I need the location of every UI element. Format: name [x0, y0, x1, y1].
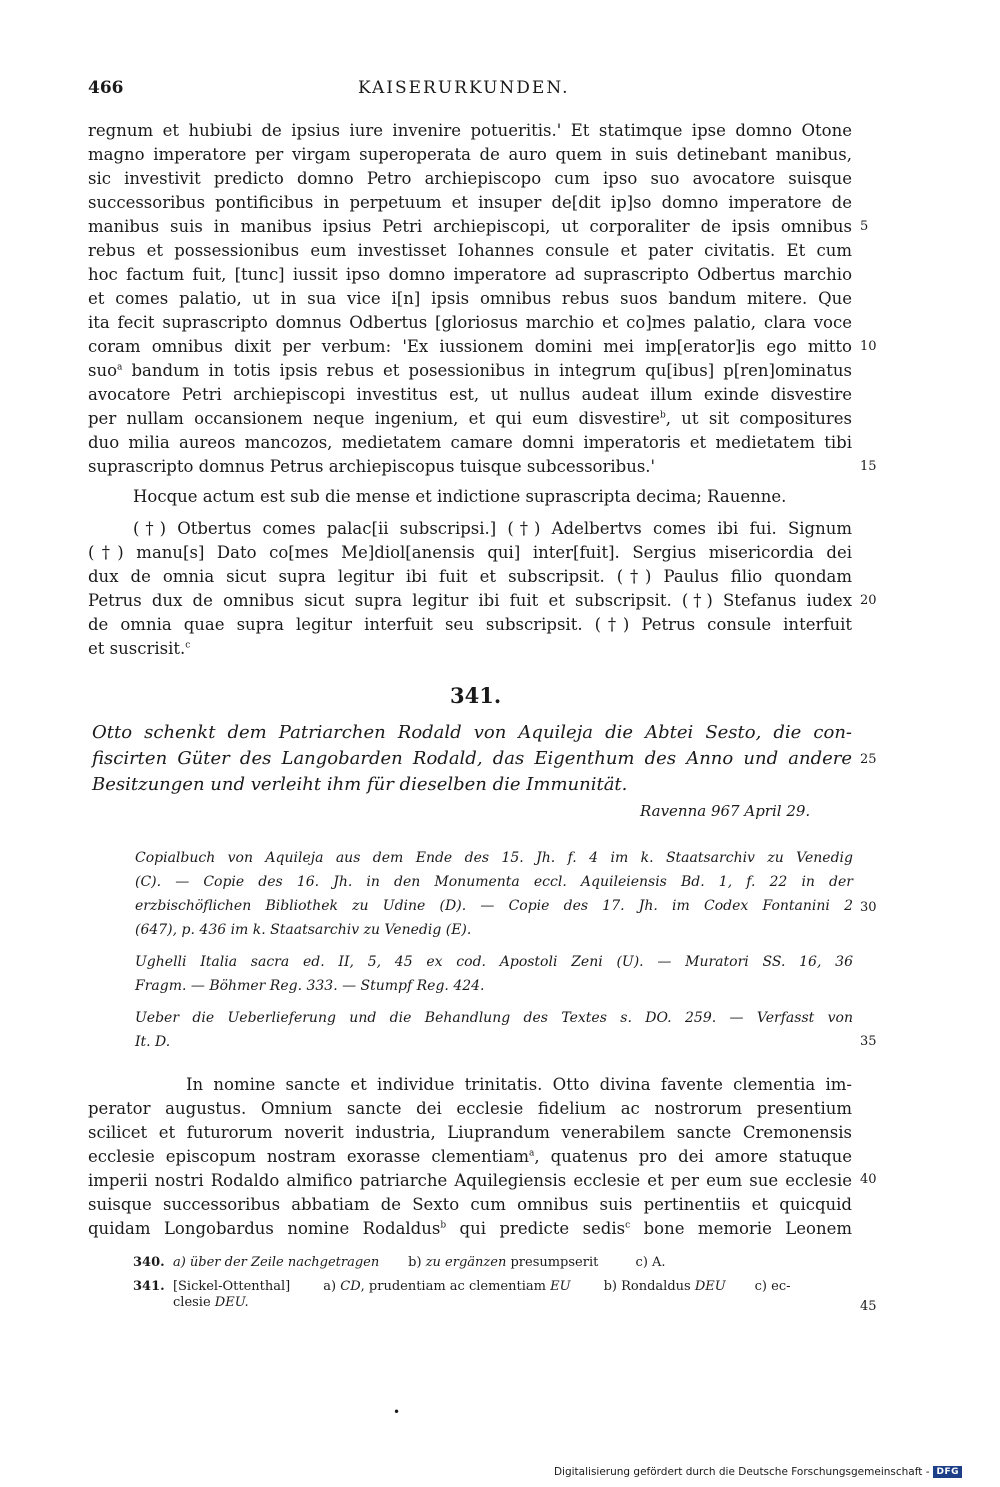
text-line: manibus suis in manibus ipsius Petri archiepiscopi, ut corporaliter de ipsis omnibus — [88, 217, 852, 236]
running-title: KAISERURKUNDEN. — [358, 78, 570, 98]
line-suffix: , ut sit compositures — [665, 409, 852, 428]
footnote-340 — [133, 1254, 666, 1272]
footnote-b-italic: DEU — [694, 1279, 726, 1294]
text-line — [88, 359, 852, 383]
line-mid: qui predicte sedis — [446, 1219, 626, 1238]
rubric-line: Besitzungen und verleiht ihm für dieselben die Immunität. — [92, 774, 628, 795]
text-line: scilicet et futurorum noverit industria, Liuprandum venerabilem sancte Cremonensis — [88, 1123, 852, 1142]
page-number: 466 — [88, 78, 124, 98]
margin-number: 20 — [860, 593, 877, 608]
signature-line: de omnia quae supra legitur interfuit seu subscripsit. (†) Petrus consule interfuit — [88, 615, 852, 634]
footnote-c-pre: c) ec- — [754, 1279, 791, 1294]
text-line: regnum et hubiubi de ipsius iure invenire potueritis.' Et statimque ipse domno Otone — [88, 121, 852, 140]
footnote-number: 340. — [133, 1255, 165, 1270]
footnote-marker: a — [117, 362, 123, 373]
text-line: suisque successoribus abbatiam de Sexto cum omnibus suis pertinentiis et quicquid — [88, 1195, 852, 1214]
footnote-a-italic: CD — [340, 1279, 361, 1294]
footer — [554, 1466, 962, 1478]
source-line: (647), p. 436 im k. Staatsarchiv zu Venedig (E). — [135, 922, 472, 938]
text-line: magno imperatore per virgam superoperata de auro quem in suis detinebant manibus, — [88, 145, 852, 164]
margin-number: 30 — [860, 900, 877, 915]
document-number: 341. — [450, 683, 502, 708]
signature-line: Petrus dux de omnibus sicut supra legitur ibi fuit et subscripsit. (†) Stefanus iudex — [88, 591, 852, 610]
footnote-a-italic2: EU — [550, 1279, 571, 1294]
footnote-marker: a — [529, 1148, 535, 1159]
footnote-a: a) über der Zeile nachgetragen — [172, 1255, 380, 1270]
footnote-b-post: presumpserit — [506, 1255, 599, 1270]
footnote-c2-italic: DEU. — [214, 1295, 249, 1310]
remark-line: Ueber die Ueberlieferung und die Behandlung des Textes s. DO. 259. — Verfasst von — [135, 1010, 853, 1026]
text-line: ita fecit suprascripto domnus Odbertus [gloriosus marchio et co]mes palatio, clara voce — [88, 313, 852, 332]
source-line: (C). — Copie des 16. Jh. in den Monumenta eccl. Aquileiensis Bd. 1, f. 22 in der — [135, 874, 853, 890]
rubric-line: Otto schenkt dem Patriarchen Rodald von Aquileja die Abtei Sesto, die con- — [92, 722, 852, 743]
source-line: Copialbuch von Aquileja aus dem Ende des 15. Jh. f. 4 im k. Staatsarchiv zu Venedig — [135, 850, 853, 866]
ornament-dot: • — [393, 1405, 401, 1419]
footnote-c: c) A. — [635, 1255, 666, 1270]
line-suffix: , quatenus pro dei amore statuque — [534, 1147, 852, 1166]
margin-number: 40 — [860, 1172, 877, 1187]
dfg-logo-icon: DFG — [933, 1466, 962, 1478]
footnote-number: 341. — [133, 1279, 165, 1294]
footnote-marker: b — [440, 1220, 447, 1231]
margin-number: 5 — [860, 219, 869, 234]
margin-number: 45 — [860, 1299, 877, 1314]
text-line: perator augustus. Omnium sancte dei ecclesie fidelium ac nostrorum presentium — [88, 1099, 852, 1118]
line-body: quidam Longobardus nomine Rodaldus — [88, 1219, 441, 1238]
text-line: avocatore Petri archiepiscopi investitus est, ut nullus audeat illum exinde disvestire — [88, 385, 852, 404]
footnote-b-pre: b) Rondaldus — [603, 1279, 695, 1294]
text-line: hoc factum fuit, [tunc] iussit ipso domno imperatore ad suprascripto Odbertus marchio — [88, 265, 852, 284]
text-line — [88, 1145, 852, 1169]
edition-line: Fragm. — Böhmer Reg. 333. — Stumpf Reg. 424. — [135, 978, 485, 994]
text-line: et comes palatio, ut in sua vice i[n] ipsis omnibus rebus suos bandum mitere. Que — [88, 289, 852, 308]
text-line: imperii nostri Rodaldo almifico patriarche Aquilegiensis ecclesie et per eum sue ecclesie — [88, 1171, 852, 1190]
dating-line: Hocque actum est sub die mense et indictione suprascripta decima; Rauenne. — [133, 487, 787, 506]
footnote-b-pre: b) — [408, 1255, 426, 1270]
footer-text: Digitalisierung gefördert durch die Deutsche Forschungsgemeinschaft - — [553, 1466, 930, 1478]
margin-number: 10 — [860, 339, 877, 354]
footnote-a-mid: , prudentiam ac clementiam — [360, 1279, 551, 1294]
text-line: successoribus pontificibus in perpetuum et insuper de[dit ip]so domno imperatore de — [88, 193, 852, 212]
line-prefix: suo — [88, 361, 118, 380]
footnote-marker: c — [185, 640, 191, 651]
line-body: et suscrisit. — [88, 639, 186, 658]
footnote-marker: c — [625, 1220, 631, 1231]
place-date: Ravenna 967 April 29. — [640, 802, 811, 820]
footnote-a-pre: a) — [323, 1279, 341, 1294]
line-body: bandum in totis ipsis rebus et posessionibus in integrum qu[ibus] p[ren]ominatus — [131, 361, 852, 380]
edition-line: Ughelli Italia sacra ed. II, 5, 45 ex cod. Apostoli Zeni (U). — Muratori SS. 16, 36 — [135, 954, 853, 970]
text-line: In nomine sancte et individue trinitatis. Otto divina favente clementia im- — [186, 1075, 852, 1094]
footnote-b-italic: zu ergänzen — [425, 1255, 507, 1270]
margin-number: 25 — [860, 752, 877, 767]
footnote-source: [Sickel-Ottenthal] — [172, 1279, 291, 1294]
footnote-c2-pre: clesie — [173, 1295, 215, 1310]
text-line: duo milia aureos mancozos, medietatem camare domni imperatoris et medietatem tibi — [88, 433, 852, 452]
line-suffix: bone memorie Leonem — [630, 1219, 852, 1238]
signature-line: dux de omnia sicut supra legitur ibi fuit et subscripsit. (†) Paulus filio quondam — [88, 567, 852, 586]
signature-line: (†) Otbertus comes palac[ii subscripsi.] (†) Adelbertvs comes ibi fui. Signum — [133, 519, 852, 538]
margin-number: 15 — [860, 459, 877, 474]
margin-number: 35 — [860, 1034, 877, 1049]
line-body: ecclesie episcopum nostram exorasse clementiam — [88, 1147, 530, 1166]
text-line: coram omnibus dixit per verbum: 'Ex iussionem domini mei imp[erator]is ego mitto — [88, 337, 852, 356]
signature-line: (†) manu[s] Dato co[mes Me]diol[anensis qui] inter[fuit]. Sergius misericordia dei — [88, 543, 852, 562]
text-line: rebus et possessionibus eum investisset Iohannes consule et pater civitatis. Et cum — [88, 241, 852, 260]
footnote-341-cont — [173, 1294, 249, 1312]
line-body: per nullam occansionem neque ingenium, et qui eum disvestire — [88, 409, 660, 428]
text-line: suprascripto domnus Petrus archiepiscopus tuisque subcessoribus.' — [88, 457, 656, 476]
remark-line: It. D. — [135, 1034, 171, 1050]
rubric-line: fiscirten Güter des Langobarden Rodald, das Eigenthum des Anno und andere — [92, 748, 852, 769]
source-line: erzbischöflichen Bibliothek zu Udine (D). — Copie des 17. Jh. im Codex Fontanini 2 — [135, 898, 853, 914]
text-line — [88, 407, 852, 431]
signature-line — [88, 637, 852, 661]
footnote-marker: b — [659, 410, 666, 421]
text-line — [88, 1217, 852, 1241]
text-line: sic investivit predicto domno Petro archiepiscopo cum ipso suo avocatore suisque — [88, 169, 852, 188]
